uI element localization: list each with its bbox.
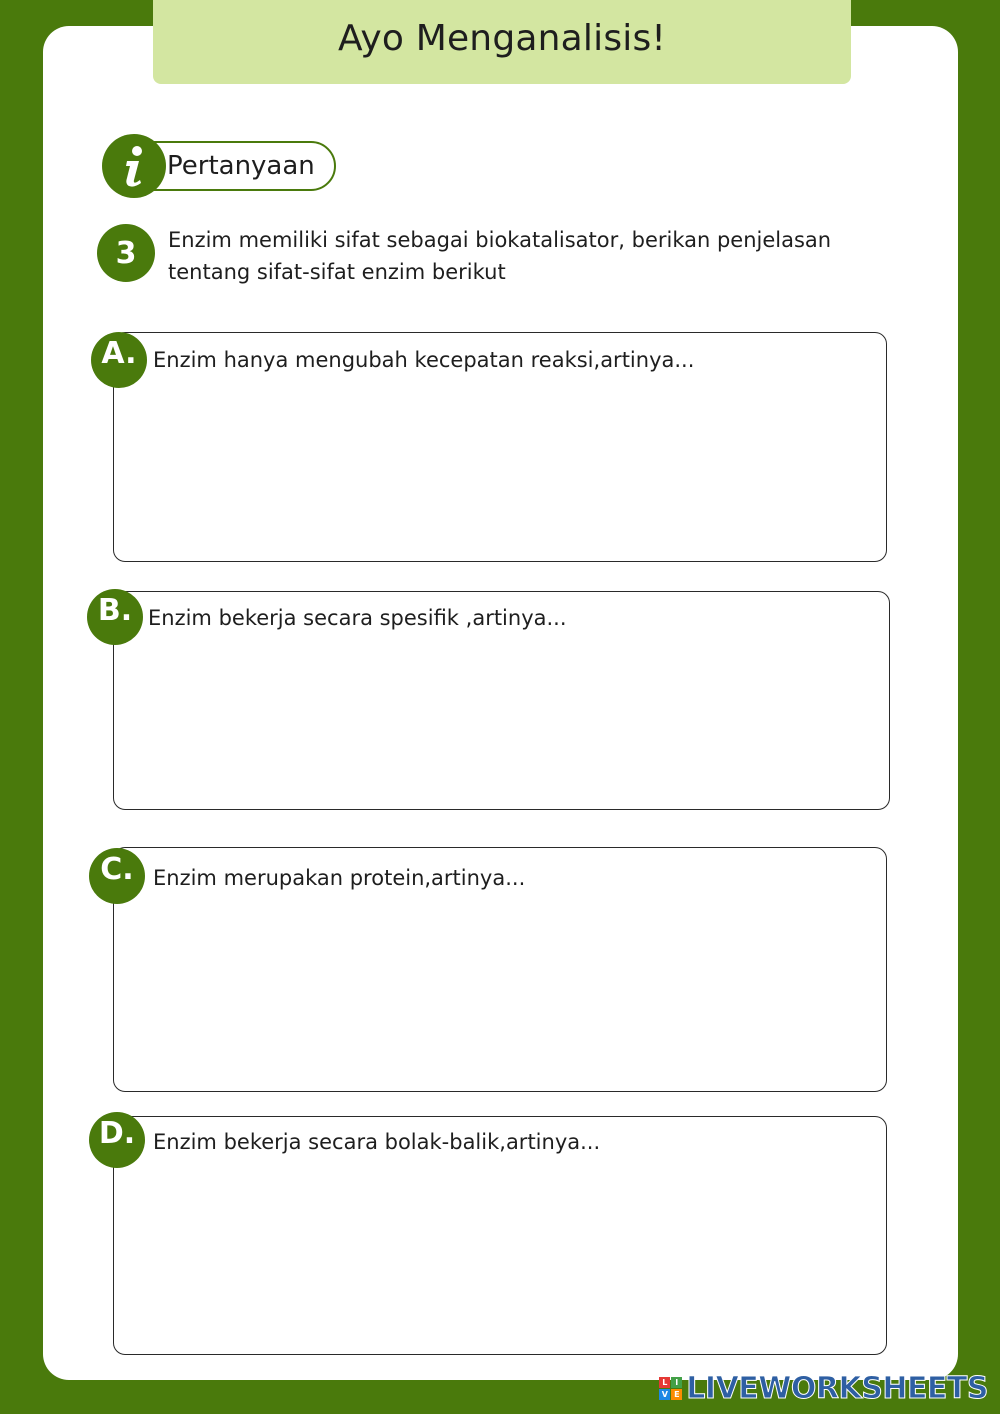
question-number-badge: 3 bbox=[97, 224, 155, 282]
liveworksheets-wordmark: LIVEWORKSHEETS bbox=[686, 1371, 988, 1406]
info-icon bbox=[102, 134, 166, 198]
answer-prompt-d: Enzim bekerja secara bolak-balik,artinya... bbox=[153, 1130, 601, 1154]
answer-prompt-a: Enzim hanya mengubah kecepatan reaksi,artinya... bbox=[153, 348, 695, 372]
answer-input-d[interactable] bbox=[130, 1168, 874, 1347]
page-title: Ayo Menganalisis! bbox=[337, 17, 667, 59]
answer-letter-badge-b: B. bbox=[87, 589, 143, 645]
liveworksheets-watermark bbox=[659, 1371, 988, 1406]
answer-letter-badge-d: D. bbox=[89, 1112, 145, 1168]
answer-prompt-c: Enzim merupakan protein,artinya... bbox=[153, 866, 526, 890]
question-text: Enzim memiliki sifat sebagai biokatalisator, berikan penjelasan tentang sifat-sifat enzim berikut bbox=[168, 228, 832, 284]
answer-input-c[interactable] bbox=[130, 902, 874, 1084]
answer-input-a[interactable] bbox=[130, 385, 874, 554]
answer-input-b[interactable] bbox=[130, 642, 874, 802]
liveworksheets-logo-icon: L I V E bbox=[659, 1377, 682, 1400]
title-banner bbox=[153, 0, 851, 84]
answer-prompt-b: Enzim bekerja secara spesifik ,artinya... bbox=[148, 606, 567, 630]
answer-letter-badge-c: C. bbox=[89, 848, 145, 904]
section-label: Pertanyaan bbox=[167, 151, 315, 181]
answer-letter-badge-a: A. bbox=[91, 332, 147, 388]
